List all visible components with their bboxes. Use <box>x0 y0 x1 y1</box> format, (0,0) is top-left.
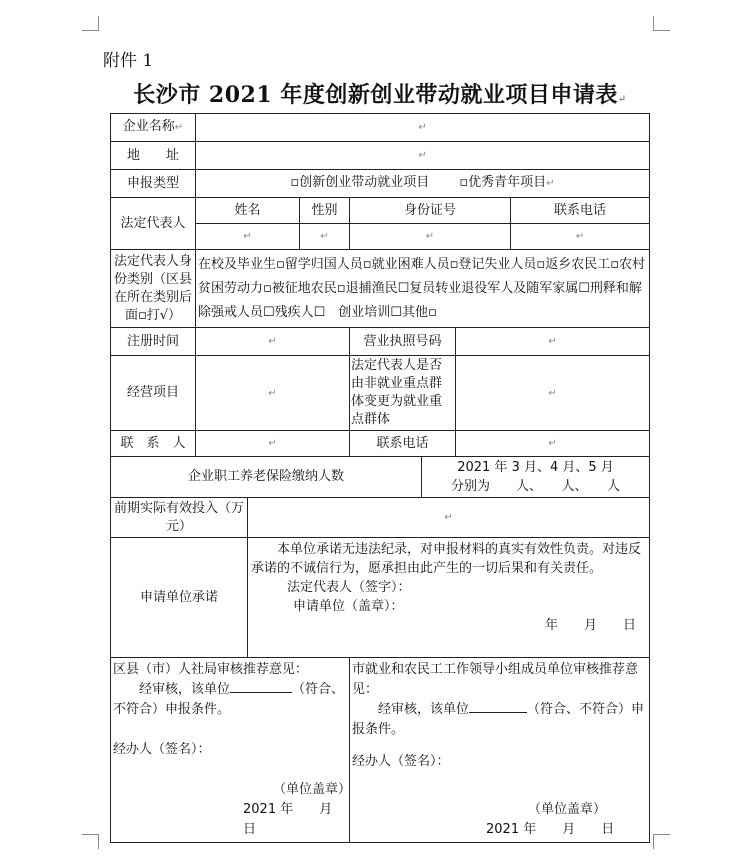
investment-field[interactable]: ↵ <box>248 498 650 538</box>
business-field[interactable]: ↵ <box>196 356 350 431</box>
row-investment <box>111 498 650 538</box>
crop-mark-top-right <box>653 16 670 31</box>
phone-field[interactable]: ↵ <box>511 224 650 250</box>
contact-label: 联 系 人 <box>111 431 196 457</box>
row-identity <box>111 250 650 328</box>
attachment-label: 附件 1 <box>103 51 154 71</box>
type-option-innovation[interactable]: ▫创新创业带动就业项目 <box>290 175 430 190</box>
row-commitment <box>111 538 650 658</box>
company-name-label: 企业名称↵ <box>111 114 196 142</box>
review-right <box>350 658 650 843</box>
document-title: 长沙市 2021 年度创新创业带动就业项目申请表↵ <box>133 82 627 108</box>
type-options: ▫创新创业带动就业项目 ▫优秀青年项目↵ <box>196 170 650 198</box>
review-right-body: 经审核，该单位 （符合、不符合）申报条件。 <box>352 702 645 737</box>
type-option-youth[interactable]: ▫优秀青年项目 <box>459 175 547 190</box>
pension-field[interactable] <box>422 457 650 498</box>
pension-months: 2021 年 3 月、4 月、5 月 <box>457 460 614 475</box>
review-left <box>111 658 359 843</box>
address-label: 地 址 <box>111 142 196 170</box>
application-form <box>110 113 650 843</box>
license-field[interactable]: ↵ <box>456 328 650 356</box>
commitment-label: 申请单位承诺 <box>111 538 248 658</box>
review-left-seal: （单位盖章） <box>273 782 352 797</box>
row-type <box>111 170 650 198</box>
review-left-date: 2021 年 月 日 <box>243 802 359 837</box>
commitment-field <box>248 538 650 658</box>
id-field[interactable]: ↵ <box>350 224 511 250</box>
row-pension <box>111 457 650 498</box>
investment-label: 前期实际有效投入（万元） <box>111 498 248 538</box>
review-left-handler[interactable]: 经办人（签名）： <box>113 742 211 757</box>
pension-label: 企业职工养老保险缴纳人数 <box>111 457 422 498</box>
contact-field[interactable]: ↵ <box>196 431 350 457</box>
commitment-sign-legal[interactable]: 法定代表人（签字）： <box>287 580 411 595</box>
review-right-handler[interactable]: 经办人（签名）： <box>352 754 450 769</box>
reg-time-field[interactable]: ↵ <box>196 328 350 356</box>
review-right-date: 2021 年 月 日 <box>486 822 615 837</box>
phone-header: 联系电话 <box>511 198 650 224</box>
license-label: 营业执照号码 <box>350 328 456 356</box>
commitment-text: 本单位承诺无违法纪录，对申报材料的真实有效性负责。对违反承诺的不诚信行为，愿承担由此产生的一切后果和有关责任。 <box>251 542 642 576</box>
commitment-sign-unit[interactable]: 申请单位（盖章）： <box>293 599 404 614</box>
row-address <box>111 142 650 170</box>
row-review <box>111 658 650 843</box>
business-label: 经营项目 <box>111 356 196 431</box>
focus-group-field[interactable]: ↵ <box>456 356 650 431</box>
crop-mark-top-left <box>82 16 99 31</box>
row-registration <box>111 328 650 356</box>
contact-phone-label: 联系电话 <box>350 431 456 457</box>
identity-options[interactable]: 在校及毕业生▫留学归国人员▫就业困难人员▫登记失业人员▫返乡农民工▫农村贫困劳动力▫被征地农民▫退捕渔民☐复员转业退役军人及随军家属☐刑释和解除强戒人员☐残疾人☐ 创业培训☐其他▫ <box>196 250 650 328</box>
review-left-blank[interactable] <box>230 680 292 693</box>
review-right-blank[interactable] <box>469 700 527 713</box>
address-field[interactable]: ↵ <box>196 142 650 170</box>
focus-group-label: 法定代表人是否由非就业重点群体变更为就业重点群体 <box>350 356 456 431</box>
contact-phone-field[interactable]: ↵ <box>456 431 650 457</box>
company-name-field[interactable]: ↵ <box>196 114 650 142</box>
review-right-seal: （单位盖章） <box>528 802 607 817</box>
review-left-title: 区县（市）人社局审核推荐意见： <box>113 662 309 677</box>
row-contact <box>111 431 650 457</box>
id-header: 身份证号 <box>350 198 511 224</box>
name-header: 姓名 <box>196 198 300 224</box>
reg-time-label: 注册时间 <box>111 328 196 356</box>
name-field[interactable]: ↵ <box>196 224 300 250</box>
row-legal-rep-header <box>111 198 650 224</box>
gender-field[interactable]: ↵ <box>300 224 350 250</box>
type-label: 申报类型 <box>111 170 196 198</box>
legal-rep-label: 法定代表人 <box>111 198 196 250</box>
crop-mark-bottom-right <box>653 834 670 849</box>
identity-label: 法定代表人身份类别（区县在所在类别后面▫打√） <box>111 250 196 328</box>
gender-header: 性别 <box>300 198 350 224</box>
commitment-date: 年 月 日 <box>545 618 637 633</box>
row-company-name <box>111 114 650 142</box>
pension-counts: 分别为 人、 人、 人 <box>451 479 621 494</box>
crop-mark-bottom-left <box>82 834 99 849</box>
review-right-title: 市就业和农民工工作领导小组成员单位审核推荐意见： <box>352 662 639 697</box>
review-left-body: 经审核，该单位 （符合、不符合）申报条件。 <box>113 682 345 717</box>
row-business <box>111 356 650 431</box>
